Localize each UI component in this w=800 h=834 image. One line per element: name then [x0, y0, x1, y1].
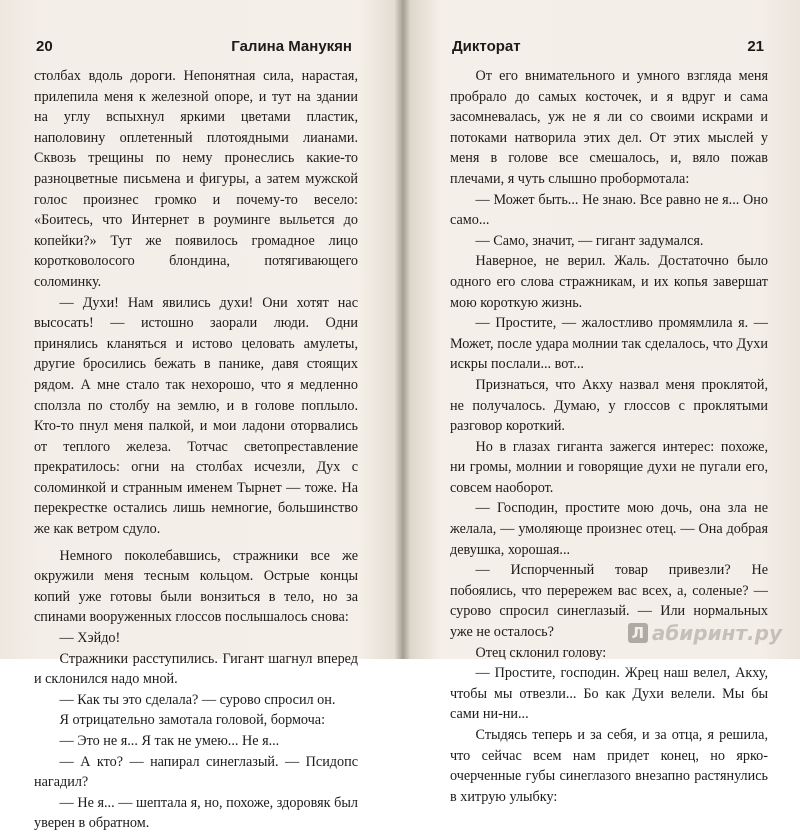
paragraph: — Это не я... Я так не умею... Не я... — [59, 733, 280, 749]
right-running-head — [448, 38, 768, 58]
paragraph: — Испорченный товар привезли? Не побоялись, что перережем вас всех, а, соленые? — сурово спросил синеглазый. — Или нормальных уже не осталось? — [450, 562, 768, 641]
paragraph: — Как ты это сделала? — сурово спросил он. — [59, 691, 336, 708]
paragraph: — Господин, простите мою дочь, она зла не желала, — умоляюще произнес отец. — Она добрая девушка, хорошая... — [450, 500, 768, 558]
right-page-number: 21 — [747, 38, 764, 55]
left-running-head — [28, 38, 358, 58]
paragraph: От его внимательного и умного взгляда меня пробрало до самых косточек, и я вдруг и сама засомневалась, уж не я ли со своими искрами и потоками натворила этих дел. От этих мыслей у меня в голове все смешалось, и, вяло пожав плечами, я чуть слышно пробормотала: — [450, 68, 768, 187]
paragraph: — Хэйдо! — [59, 630, 121, 647]
paragraph: — А кто? — напирал синеглазый. — Псидопс нагадил? — [34, 753, 358, 791]
paragraph: Но в глазах гиганта зажегся интерес: похоже, ни громы, молнии и говорящие духи не пугали его, совсем наоборот. — [450, 438, 768, 496]
right-body-text — [450, 66, 768, 807]
left-body-text — [34, 66, 358, 834]
watermark-text: абиринт.ру — [651, 621, 782, 645]
paragraph: — Простите, господин. Жрец наш велел, Акху, чтобы мы отвезли... Бо как Духи велели. Мы бы сами ни-ни... — [450, 665, 768, 723]
watermark-logo-badge: Л — [628, 623, 648, 643]
paragraph: Отец склонил голову: — [475, 644, 607, 661]
paragraph: — Не я... — шептала я, но, похоже, здоровяк был уверен в обратном. — [34, 794, 358, 832]
left-page-number: 20 — [36, 38, 53, 55]
paragraph: Признаться, что Акху назвал меня проклятой, не получалось. Думаю, у глоссов с проклятыми разговор короткий. — [450, 376, 768, 435]
paragraph: Я отрицательно замотала головой, бормоча: — [59, 712, 326, 729]
paragraph: Немного поколебавшись, стражники все же окружили меня тесным кольцом. Острые концы копий уже готовы были вонзиться в тело, но за спинами вооруженных глоссов послышалось снова: — [34, 547, 358, 626]
paragraph: — Может быть... Не знаю. Все равно не я... Оно само... — [450, 191, 768, 229]
right-page — [448, 0, 768, 805]
paragraph: Стражники расступились. Гигант шагнул вперед и склонился надо мной. — [34, 650, 358, 688]
paragraph: — Простите, — жалостливо промямлила я. — Может, после удара молнии так сделалось, что Духи искры послали... вот... — [450, 315, 768, 373]
left-page — [28, 0, 358, 832]
labirint-watermark — [628, 621, 782, 645]
paragraph: Стыдясь теперь и за себя, и за отца, я решила, что сейчас всем нам придет конец, но ярко-очерченные губы синеглазого внезапно растянулись в хитрую улыбку: — [450, 727, 768, 805]
paragraph: — Само, значит, — гигант задумался. — [475, 232, 704, 249]
paragraph: Наверное, не верил. Жаль. Достаточно было одного его слова стражникам, и их копья завершат мою короткую жизнь. — [450, 253, 768, 311]
paragraph: — Духи! Нам явились духи! Они хотят нас высосать! — истошно заорали люди. Одни принялись кланяться и истово целовать амулеты, другие бросились бежать в панике, давя стоящих рядом. А мне стало так нехорошо, что я медленно сползла по столбу на землю, и в голове поплыло. Кто-то пнул меня палкой, и мои ладони оторвались от теплого железа. Тотчас светопреставление прекратилось: огни на столбах исчезли, Дух с соломинкой и странным именем Тырнет — тоже. На перекрестке остались лишь немногие, большинство же как ветром сдуло. — [34, 294, 358, 538]
paragraph: столбах вдоль дороги. Непонятная сила, нарастая, прилепила меня к железной опоре, и тут на здании на углу вспыхнул яркими цветами пластик, наполовину оплетенный плотоядными лианами. Сквозь трещины по нему пронеслись какие-то разноцветные письмена и фигуры, а затем мужской голос произнес громко и почему-то весело: «Боитесь, что Интернет в роуминге выльется до копейки?» Тут же появилось громадное лицо коротковолосого блондина, потягивающего соломинку. — [34, 68, 358, 290]
left-running-title: Галина Манукян — [231, 38, 352, 55]
right-running-title: Дикторат — [452, 38, 521, 55]
